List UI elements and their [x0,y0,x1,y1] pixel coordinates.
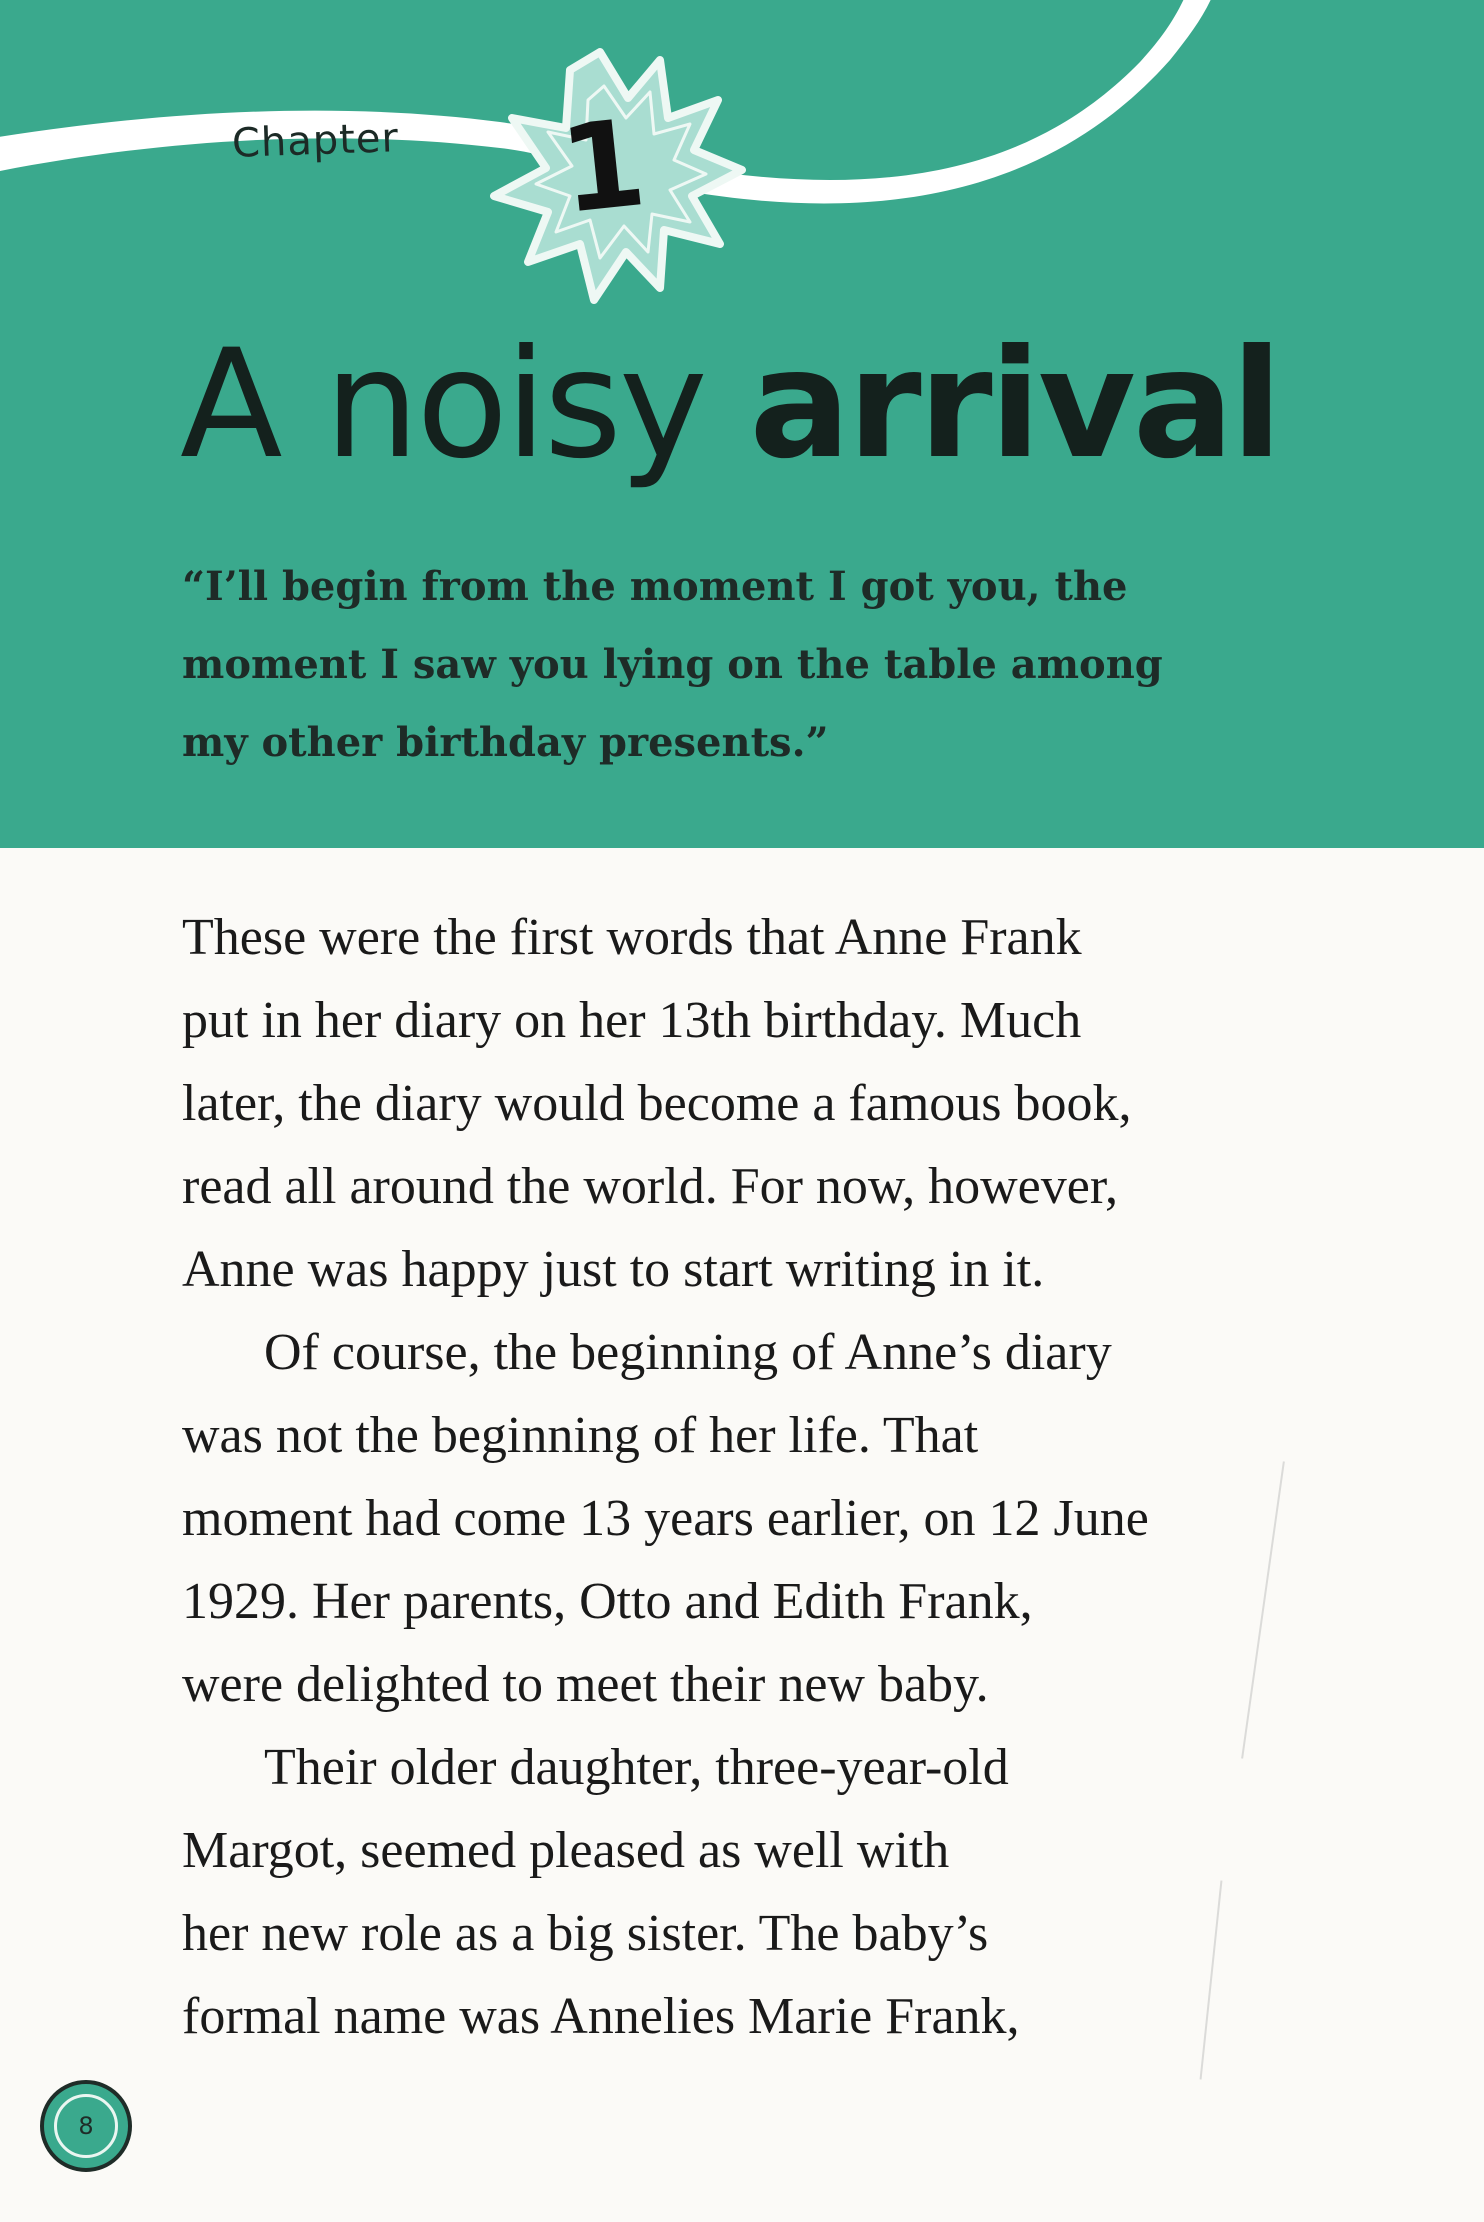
body-line: her new role as a big sister. The baby’s [182,1905,989,1962]
body-line: Their older daughter, three-year-old [264,1739,1009,1796]
body-line: Of course, the beginning of Anne’s diary [264,1324,1112,1381]
quote-line: moment I saw you lying on the table among [182,641,1163,688]
body-line: Anne was happy just to start writing in it. [182,1241,1045,1298]
body-line: later, the diary would become a famous book, [182,1075,1132,1132]
chapter-title-part-2: arrival [749,318,1280,492]
opening-quote [182,548,1342,782]
quote-line: my other birthday presents.” [182,719,829,766]
page-number: 8 [54,2094,118,2158]
body-line: moment had come 13 years earlier, on 12 June [182,1490,1149,1547]
body-line: was not the beginning of her life. That [182,1407,979,1464]
body-line: put in her diary on her 13th birthday. Much [182,992,1082,1049]
body-line: were delighted to meet their new baby. [182,1656,989,1713]
body-line: Margot, seemed pleased as well with [182,1822,950,1879]
body-line: 1929. Her parents, Otto and Edith Frank, [182,1573,1033,1630]
body-text [182,896,1362,2058]
body-line: read all around the world. For now, however, [182,1158,1119,1215]
chapter-label: Chapter [231,115,400,167]
body-line: These were the first words that Anne Frank [182,909,1082,966]
chapter-header [0,0,1484,848]
chapter-title-part-1: A noisy [180,318,705,492]
chapter-number: 1 [554,94,652,241]
body-line: formal name was Annelies Marie Frank, [182,1988,1020,2045]
quote-line: “I’ll begin from the moment I got you, the [182,563,1128,610]
chapter-title [180,318,1280,492]
page-number-badge [40,2080,132,2172]
